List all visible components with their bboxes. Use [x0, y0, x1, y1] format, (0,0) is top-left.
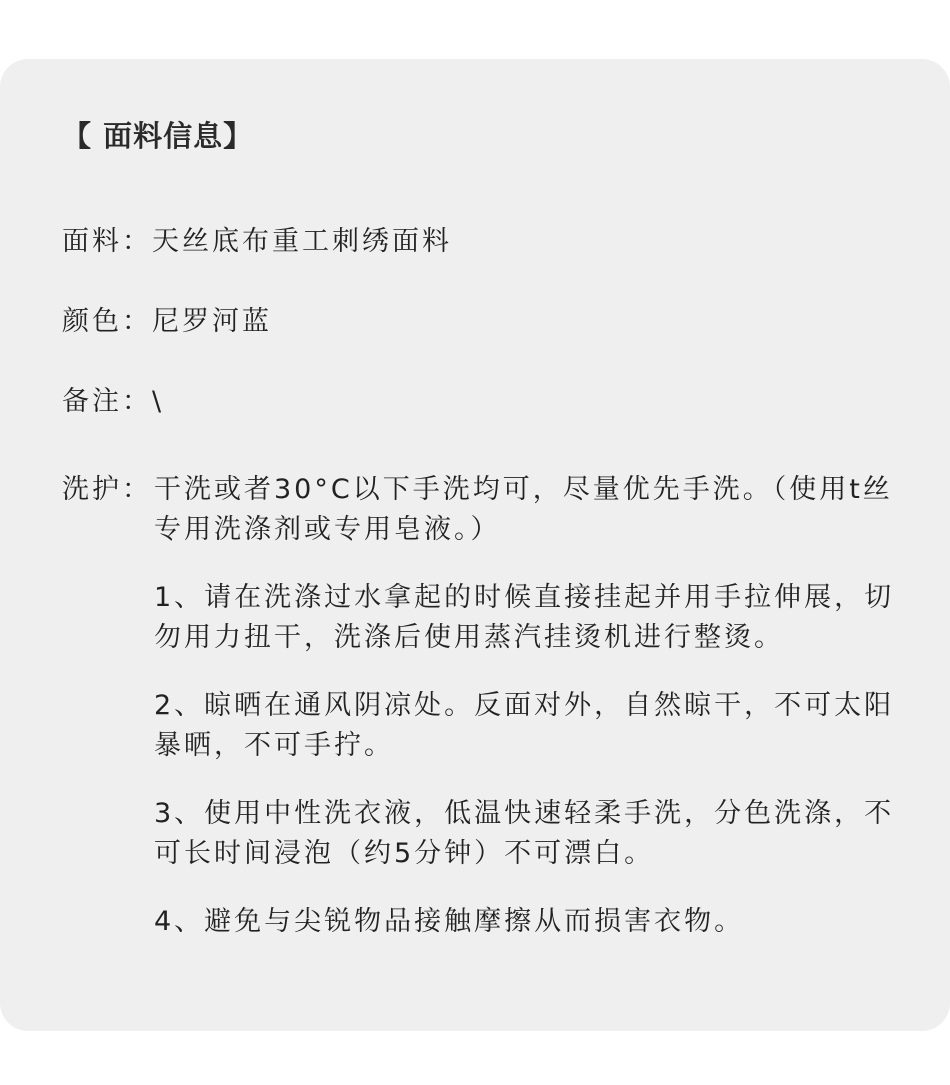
care-item: 1、请在洗涤过水拿起的时候直接挂起并用手拉伸展，切勿用力扭干，洗涤后使用蒸汽挂烫机进行整烫。 [154, 582, 895, 653]
color-label: 颜色： [62, 306, 152, 337]
note-label: 备注： [62, 386, 152, 417]
care-item: 2、晾晒在通风阴凉处。反面对外，自然晾干，不可太阳暴晒，不可手拧。 [154, 690, 895, 761]
color-value: 尼罗河蓝 [152, 306, 272, 337]
note-value: \ [152, 386, 165, 417]
care-instructions [154, 470, 914, 1010]
fabric-row [62, 222, 452, 262]
color-row [62, 302, 272, 342]
fabric-value: 天丝底布重工刺绣面料 [152, 226, 452, 257]
fabric-label: 面料： [62, 226, 152, 257]
care-item: 4、避免与尖锐物品接触摩擦从而损害衣物。 [154, 906, 745, 937]
section-heading: 【 面料信息】 [62, 119, 254, 153]
care-label: 洗护： [62, 474, 152, 505]
note-row [62, 382, 164, 422]
care-item: 3、使用中性洗衣液，低温快速轻柔手洗，分色洗涤，不可长时间浸泡（约5分钟）不可漂白。 [154, 798, 895, 869]
care-intro: 干洗或者30°C以下手洗均可，尽量优先手洗。（使用t丝专用洗涤剂或专用皂液。） [154, 474, 893, 545]
